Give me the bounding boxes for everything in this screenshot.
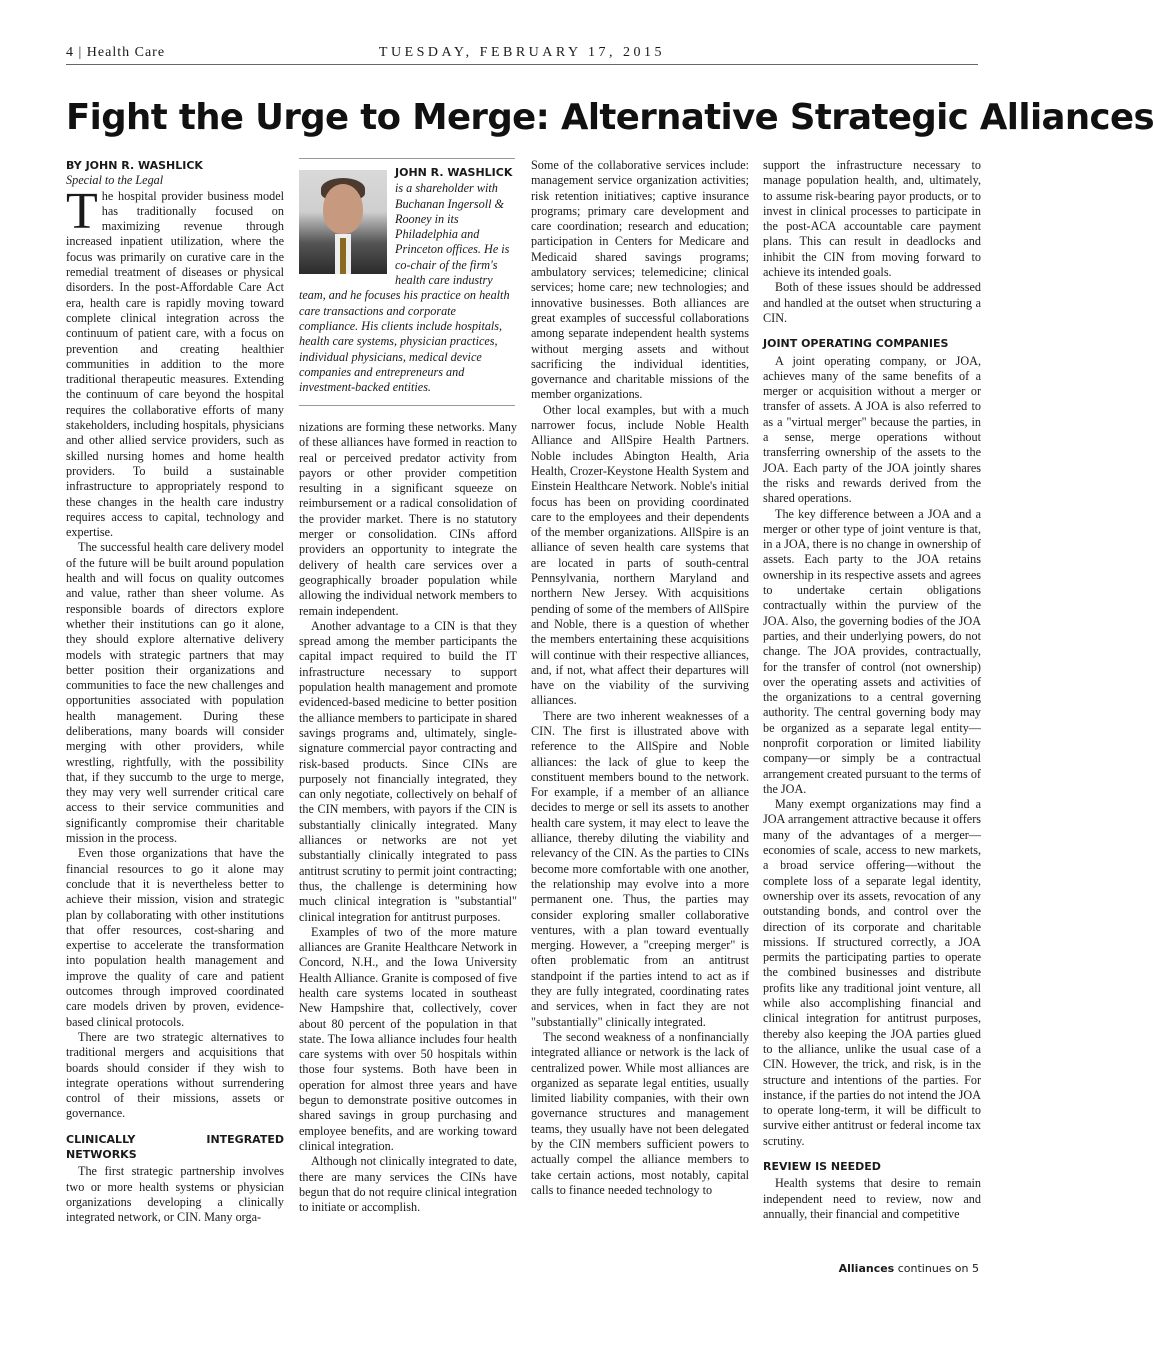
- subheading: JOINT OPERATING COMPANIES: [763, 337, 949, 351]
- paragraph: Both of these issues should be addressed and handled at the outset when structuring a CIN.: [763, 280, 981, 325]
- paragraph: nizations are forming these networks. Many of these alliances have formed in reaction to real or perceived predator activity from payors or other provider competition resulting in a significant squeeze on reimbursement or a radical consolidation of the provider market. There is no statutory merger or consolidation. CINs afford providers an opportunity to integrate the delivery of health care services over a geographically broader population while allowing the individual network members to remain independent.: [299, 420, 517, 618]
- bio-name: JOHN R. WASHLICK: [395, 166, 513, 179]
- paragraph: The second weakness of a nonfinancially integrated alliance or network is the lack of centralized power. While most alliances are organized as separate legal entities, usually limited liability companies, with their own governance structures and management teams, they usually have not been delegated by the CIN members sufficient powers to actually compel the alliance members to take certain actions, most notably, capital calls to finance needed technology to: [531, 1029, 749, 1197]
- author-photo: [299, 170, 387, 274]
- paragraph: Examples of two of the more mature alliances are Granite Healthcare Network in Concord, N.H., and the Iowa University Health Alliance. Granite is composed of five health care systems located in southeast New Hampshire that, collectively, cover about 80 percent of the population in that state. The Iowa alliance includes four health care systems with over 50 hospitals within those four systems. Both have been in operation for almost three years and have begun to demonstrate positive outcomes in shared savings in group purchasing and employee benefits, and are working toward clinical integration.: [299, 924, 517, 1153]
- paragraph: The key difference between a JOA and a merger or other type of joint venture is that, in a JOA, there is no change in ownership of assets. Each party to the JOA retains ownership in its respective assets and agrees to undertake certain obligations contractually within the purview of the JOA. Also, the governing bodies of the JOA parties, and their underlying powers, do not change. The JOA provides, contractually, for the transfer of control (not ownership) over the operating assets and activities of the organizations to a central governing authority. The central governing body may be organized as a separate legal entity—nonprofit corporation or limited liability company—or simply be a contractual arrangement created pursuant to the terms of the JOA.: [763, 506, 981, 796]
- continuation-keyword: Alliances: [838, 1262, 895, 1275]
- page-header: [66, 44, 978, 65]
- drop-cap: T: [66, 182, 98, 240]
- paragraph: Many exempt organizations may find a JOA arrangement attractive because it offers many of the advantages of a merger—economies of scale, access to new markets, a broad service offering—without the complete loss of a separate legal identity, ownership over its assets, revocation of any outstanding bonds, and control over the direction of its corporate and charitable missions. If structured correctly, a JOA permits the participating parties to operate the combined businesses and distribute profits like any traditional joint venture, all while also accomplishing financial and clinical integration for antitrust purposes, thereby also keeping the JOA parties glued to the alliance, unlike the usual case of a CIN. However, the trick, and risk, is in the structure and intentions of the parties. For instance, if the parties do not intend the JOA to operate long-term, it will be difficult to survive either antitrust or federal income tax scrutiny.: [763, 797, 981, 1148]
- paragraph: Some of the collaborative services include: management service organization activities; risk retention initiatives; captive insurance programs; primary care development and care coordination; research and education; participation in Centers for Medicare and Medicaid shared savings programs; ambulatory services; telemedicine; clinical services; home care; new technologies; and innovative businesses. Both alliances are great examples of successful collaborations among separate independent health systems without merging assets and without sacrificing the individual identities, governance and charitable missions of the member organizations.: [531, 158, 749, 402]
- column-3: [531, 158, 749, 1198]
- continuation-note[interactable]: [763, 1262, 979, 1275]
- article-headline: Fight the Urge to Merge: Alternative Strategic Alliances: [66, 97, 1154, 138]
- issue-date: TUESDAY, FEBRUARY 17, 2015: [378, 45, 666, 60]
- paragraph: Health systems that desire to remain independent need to review, now and annually, their financial and competitive: [763, 1176, 981, 1221]
- paragraph: A joint operating company, or JOA, achieves many of the same benefits of a merger or acquisition without a merger or transfer of assets. A JOA is also referred to as a "virtual merger" because the parties, in a sense, merge operations without transferring ownership of the assets to the JOA. Each party of the JOA jointly shares the risks and rewards derived from the shared operations.: [763, 353, 981, 506]
- paragraph: Another advantage to a CIN is that they spread among the member participants the capital impact required to build the IT infrastructure necessary to support population health management and promote evidenced-based medicine to better position the alliance members to participate in shared savings programs and, ultimately, single-signature commercial payor contracting and risk-based products. Since CINs are purposely not financially integrated, they can only negotiate, collectively on behalf of the CIN members, with payors if the CIN is substantially clinically integrated. Many alliances or networks are not yet substantially clinically integrated to pass antitrust scrutiny to permit joint contracting; thus, the challenge is determining how much clinical integration is "substantial" clinical integration for antitrust purposes.: [299, 618, 517, 924]
- byline-affiliation: Special to the Legal: [66, 173, 164, 188]
- paragraph: support the infrastructure necessary to manage population health, and, ultimately, to assume risk-bearing payor products, or to invest in clinical processes to participate in the post-ACA accountable care payment plans. This can result in deadlocks and inhibit the CIN from moving forward to achieve its intended goals.: [763, 158, 981, 280]
- subheading: REVIEW IS NEEDED: [763, 1160, 881, 1173]
- subheading: CLINICALLY INTEGRATED NETWORKS: [66, 1132, 284, 1161]
- author-bio-box: [299, 158, 515, 406]
- paragraph: Other local examples, but with a much narrower focus, include Noble Health Alliance and AllSpire Health Partners. Noble includes Abington Health, Aria Health, Crozer-Keystone Health System and Einstein Healthcare Network. Noble's initial focus has been on providing coordinated care to the employees and their dependents of the member organizations. AllSpire is an alliance of seven health care systems that are located in parts of south-central Pennsylvania, northern Maryland and northern New Jersey. With acquisitions pending of some of the members of AllSpire and Noble, there is a question of whether the members entertaining these acquisitions will continue with their respective alliances, and, if not, what affect their departures will have on the viability of the surviving alliances.: [531, 402, 749, 708]
- column-4: [763, 158, 981, 1222]
- paragraph: The hospital provider business model has traditionally focused on maximizing revenue through increased inpatient utilization, where the focus was primarily on curative care in the remedial treatment of diseases or physical disorders. In the post-Affordable Care Act era, health care is rapidly moving toward complete clinical integration across the continuum of patient care, with a focus on prevention and creating healthier communities in addition to the more traditional therapeutic measures. Extending the continuum of care beyond the hospital requires the collaborative efforts of many stakeholders, including hospitals, physicians and other allied service providers, such as skilled nursing homes and home health providers. To build a sustainable infrastructure to appropriately respond to these changes in the health care industry requires access to capital, technology and expertise.: [66, 182, 284, 540]
- paragraph: There are two inherent weaknesses of a CIN. The first is illustrated above with reference to the AllSpire and Noble alliances: the lack of glue to keep the constituent members bound to the network. For example, if a member of an alliance decides to merge or sell its assets to another health care system, it may elect to leave the alliance, thereby diluting the viability and relevancy of the CIN. As the parties to CINs become more comfortable with one another, the relationship may evolve into a more permanent one. Thus, the parties may consider exploring smaller collaborative ventures, with a plan toward eventually merging. However, a "creeping merger" is often problematic from an antitrust standpoint if the parties intend to act as if they are fully integrated, coordinating rates and services, when in fact they are not "substantially" clinically integrated.: [531, 708, 749, 1029]
- paragraph: There are two strategic alternatives to traditional mergers and acquisitions that boards should consider if they wish to integrate operations without surrendering control of their missions, assets or governance.: [66, 1029, 284, 1121]
- paragraph: Although not clinically integrated to date, there are many services the CINs have begun that do not require clinical integration to initiate or accomplish.: [299, 1154, 517, 1215]
- continuation-text: continues on 5: [897, 1262, 979, 1275]
- byline: BY JOHN R. WASHLICK: [66, 159, 203, 172]
- paragraph: The successful health care delivery model of the future will be built around population health and will focus on quality outcomes and value, rather than sheer volume. As responsible boards of directors explore whether their institutions can go it alone, they should explore alternative delivery models with strategic partners that may better position their organizations and communities to face the new challenges and opportunities associated with population health management. During these deliberations, many boards will consider merging with other providers, while wrestling, rightfully, with the possibility that, if they succumb to the urge to merge, they may very well surrender critical care access to their service communities and significantly compromise their charitable mission in the process.: [66, 540, 284, 846]
- page-section-label: 4 | Health Care: [66, 45, 166, 60]
- bio-text: is a shareholder with Buchanan Ingersoll & Rooney in its Philadelphia and Princeton offices. He is co-chair of the firm's health care industry team, and he focuses his practice on health care transactions and corporate compliance. His clients include hospitals, health care systems, physician practices, individual physicians, medical device companies and entrepreneurs and investment-backed entities.: [299, 181, 510, 395]
- paragraph: Even those organizations that have the financial resources to go it alone may conclude that it is nevertheless better to achieve their mission, vision and strategic plan by collaborating with other institutions that offer resources, cost-sharing and expertise to accelerate the transformation into population health management and improve the quality of care and patient outcomes through improved coordinated care models driven by proven, evidence-based clinical protocols.: [66, 846, 284, 1029]
- paragraph: The first strategic partnership involves two or more health systems or physician organizations developing a clinically integrated network, or CIN. Many orga-: [66, 1164, 284, 1225]
- column-2: [299, 420, 517, 1215]
- column-1: [66, 158, 284, 1225]
